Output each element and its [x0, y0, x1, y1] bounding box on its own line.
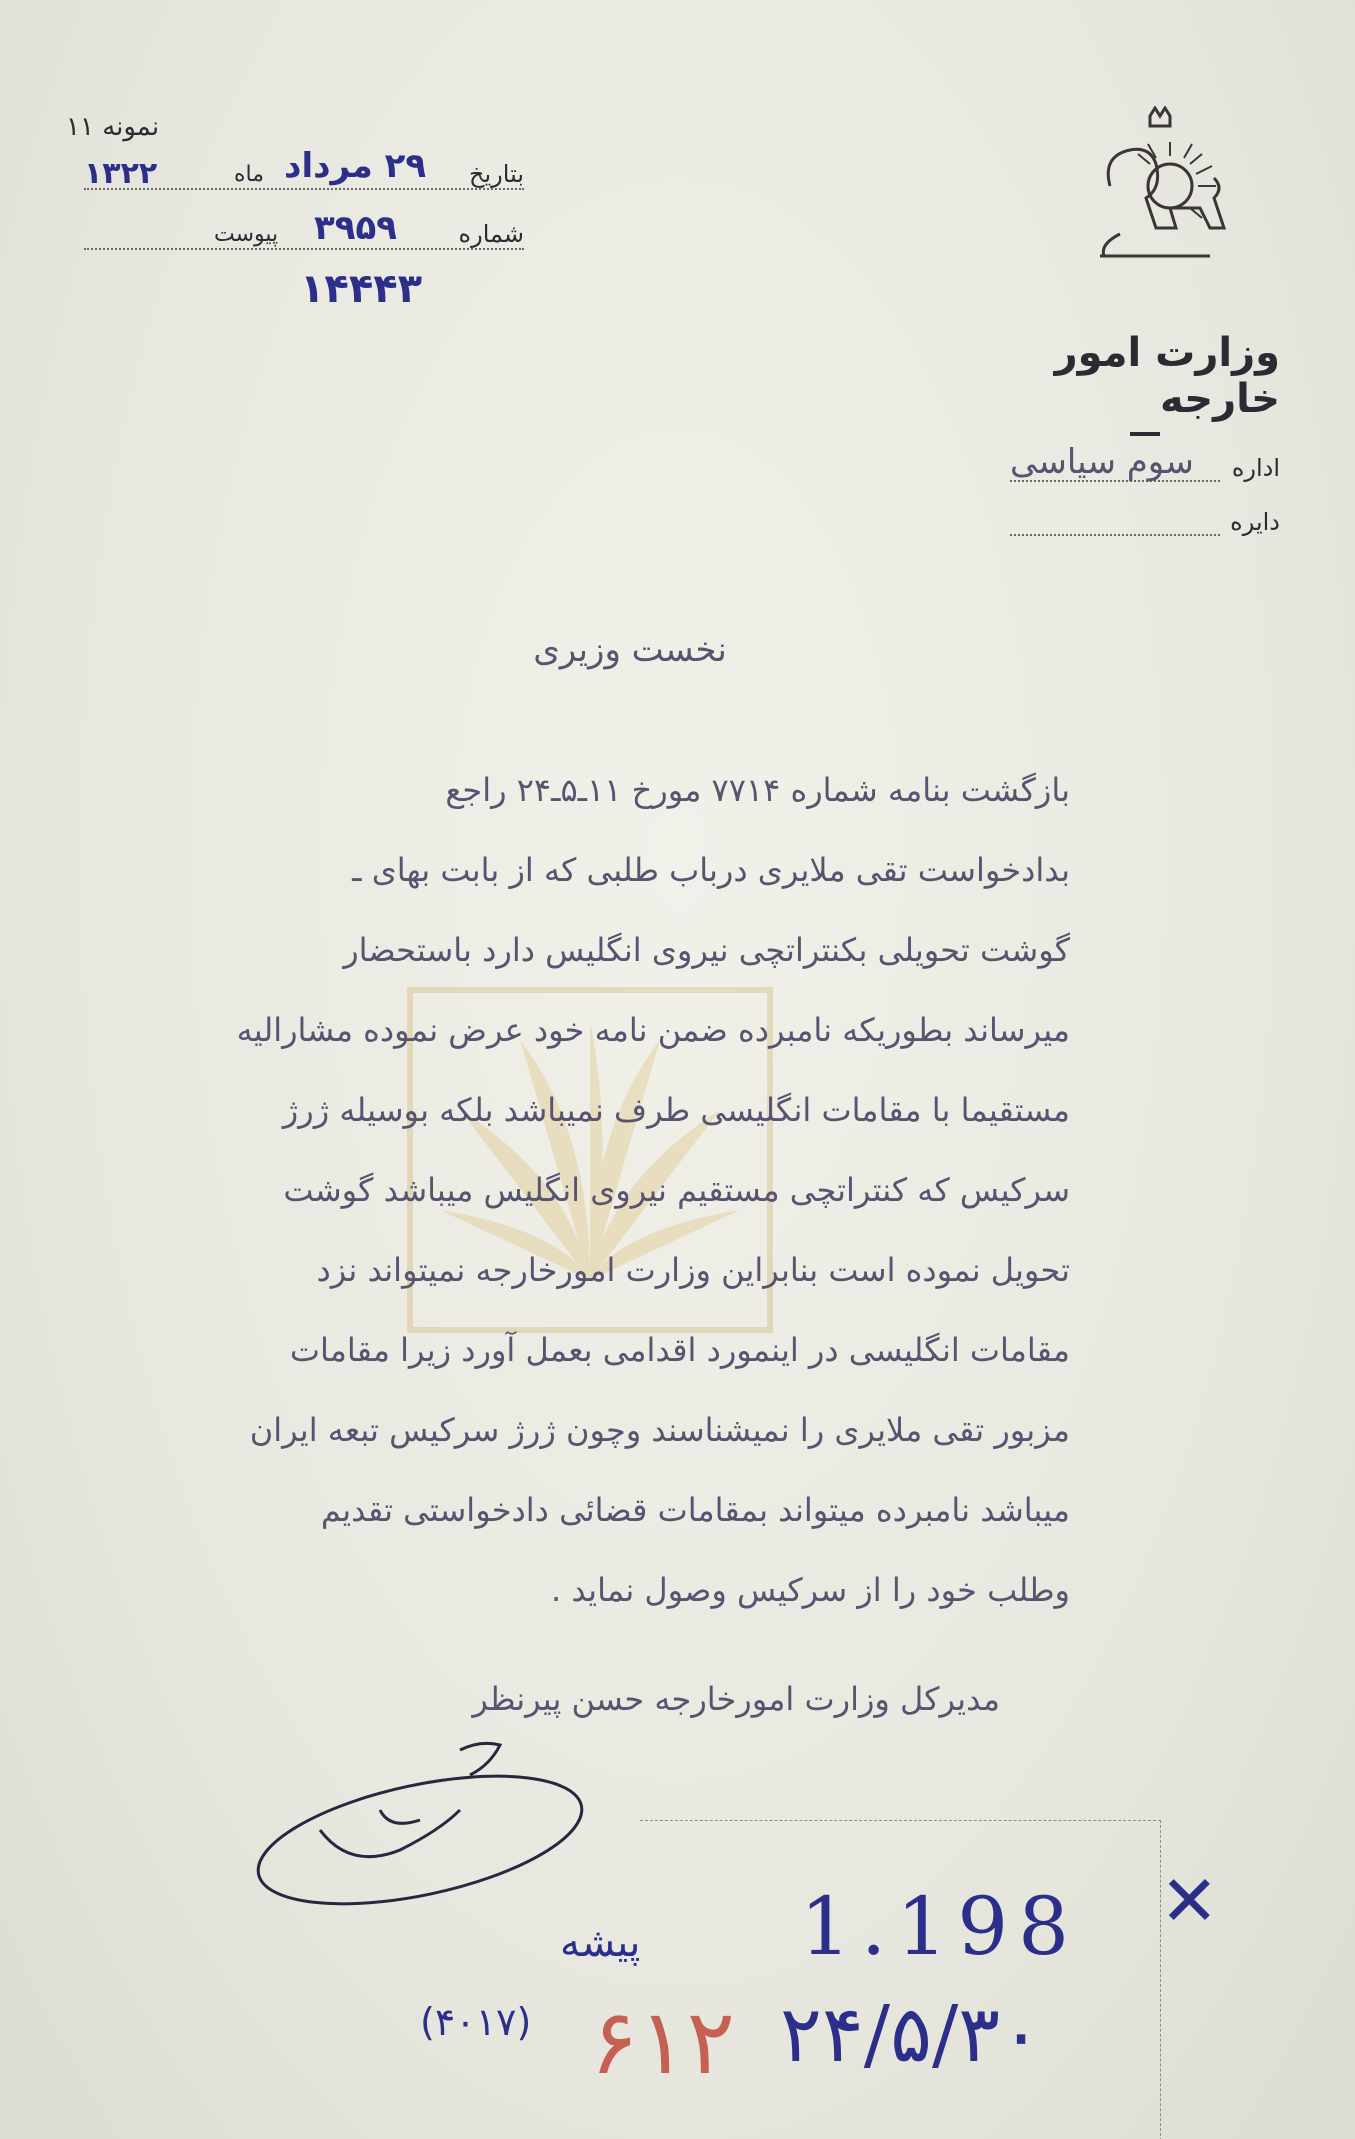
division-label: دایره	[1230, 508, 1280, 536]
body-line: مزبور تقی ملایری را نمیشناسند وچون ژرژ سرکیس تبعه ایران	[249, 1411, 1070, 1449]
reference-number: ۱۴۴۴۳	[300, 266, 423, 312]
department-field	[1010, 442, 1280, 488]
body-line: مقامات انگلیسی در اینمورد اقدامی بعمل آورد زیرا مقامات	[289, 1331, 1070, 1369]
letter-body	[110, 750, 1070, 1630]
archive-number: 1.198	[800, 1880, 1080, 1973]
handwritten-signature-icon	[250, 1730, 600, 1910]
division-dotted-line	[1010, 534, 1220, 536]
body-line: وطلب خود را از سرکیس وصول نماید .	[551, 1571, 1070, 1609]
handwritten-note-sub: (۴۰۱۷)	[420, 2000, 532, 2044]
body-line: سرکیس که کنتراتچی مستقیم نیروی انگلیس میباشد گوشت	[283, 1171, 1070, 1209]
body-line: گوشت تحویلی بکنتراتچی نیروی انگلیس دارد باستحضار	[343, 931, 1070, 969]
ministry-name: وزارت امور خارجه	[1054, 330, 1280, 422]
number-value: ۳۹۵۹	[314, 208, 398, 248]
date-day: ۲۹ مرداد	[284, 146, 427, 186]
number-label: شماره	[458, 220, 524, 248]
body-line: میرساند بطوریکه نامبرده ضمن نامه خود عرض نموده مشارالیه	[236, 1011, 1070, 1049]
body-line: مستقیما با مقامات انگلیسی طرف نمیباشد بلکه بوسیله ژرژ	[282, 1091, 1070, 1129]
form-number: نمونه ۱۱	[66, 112, 160, 142]
body-line: بدادخواست تقی ملایری درباب طلبی که از بابت بهای ـ	[352, 851, 1070, 889]
number-field	[84, 208, 524, 256]
attachment-label: پیوست	[214, 222, 279, 247]
addressee: نخست وزیری	[533, 630, 727, 670]
body-line: بازگشت بنامه شماره ۷۷۱۴ مورخ ۱۱ـ۵ـ۲۴ راجع	[445, 771, 1070, 809]
date-label: بتاریخ	[469, 160, 524, 188]
signer-line: مدیرکل وزارت امورخارجه حسن پیرنظر	[472, 1680, 1000, 1718]
letterhead-rule	[1130, 432, 1160, 436]
handwritten-note: پیشه	[560, 1920, 641, 1966]
body-line: تحویل نموده است بنابراین وزارت امورخارجه نمیتواند نزد	[316, 1251, 1070, 1289]
division-field	[1010, 502, 1280, 542]
date-year: ۱۳۲۲	[84, 156, 158, 191]
archive-date: ۲۴/۵/۳۰	[780, 1990, 1043, 2080]
department-value: سوم سیاسی	[1010, 442, 1194, 482]
body-line: میباشد نامبرده میتواند بمقامات قضائی دادخواستی تقدیم	[320, 1491, 1070, 1529]
lion-and-sun-emblem-icon	[1080, 106, 1240, 286]
date-field	[84, 146, 524, 196]
number-dotted-line	[84, 248, 524, 250]
date-month-label: ماه	[234, 162, 265, 187]
cross-mark-icon: ✕	[1160, 1860, 1219, 1942]
department-label: اداره	[1231, 454, 1280, 482]
red-pencil-number: ۶۱۲	[590, 1990, 736, 2095]
